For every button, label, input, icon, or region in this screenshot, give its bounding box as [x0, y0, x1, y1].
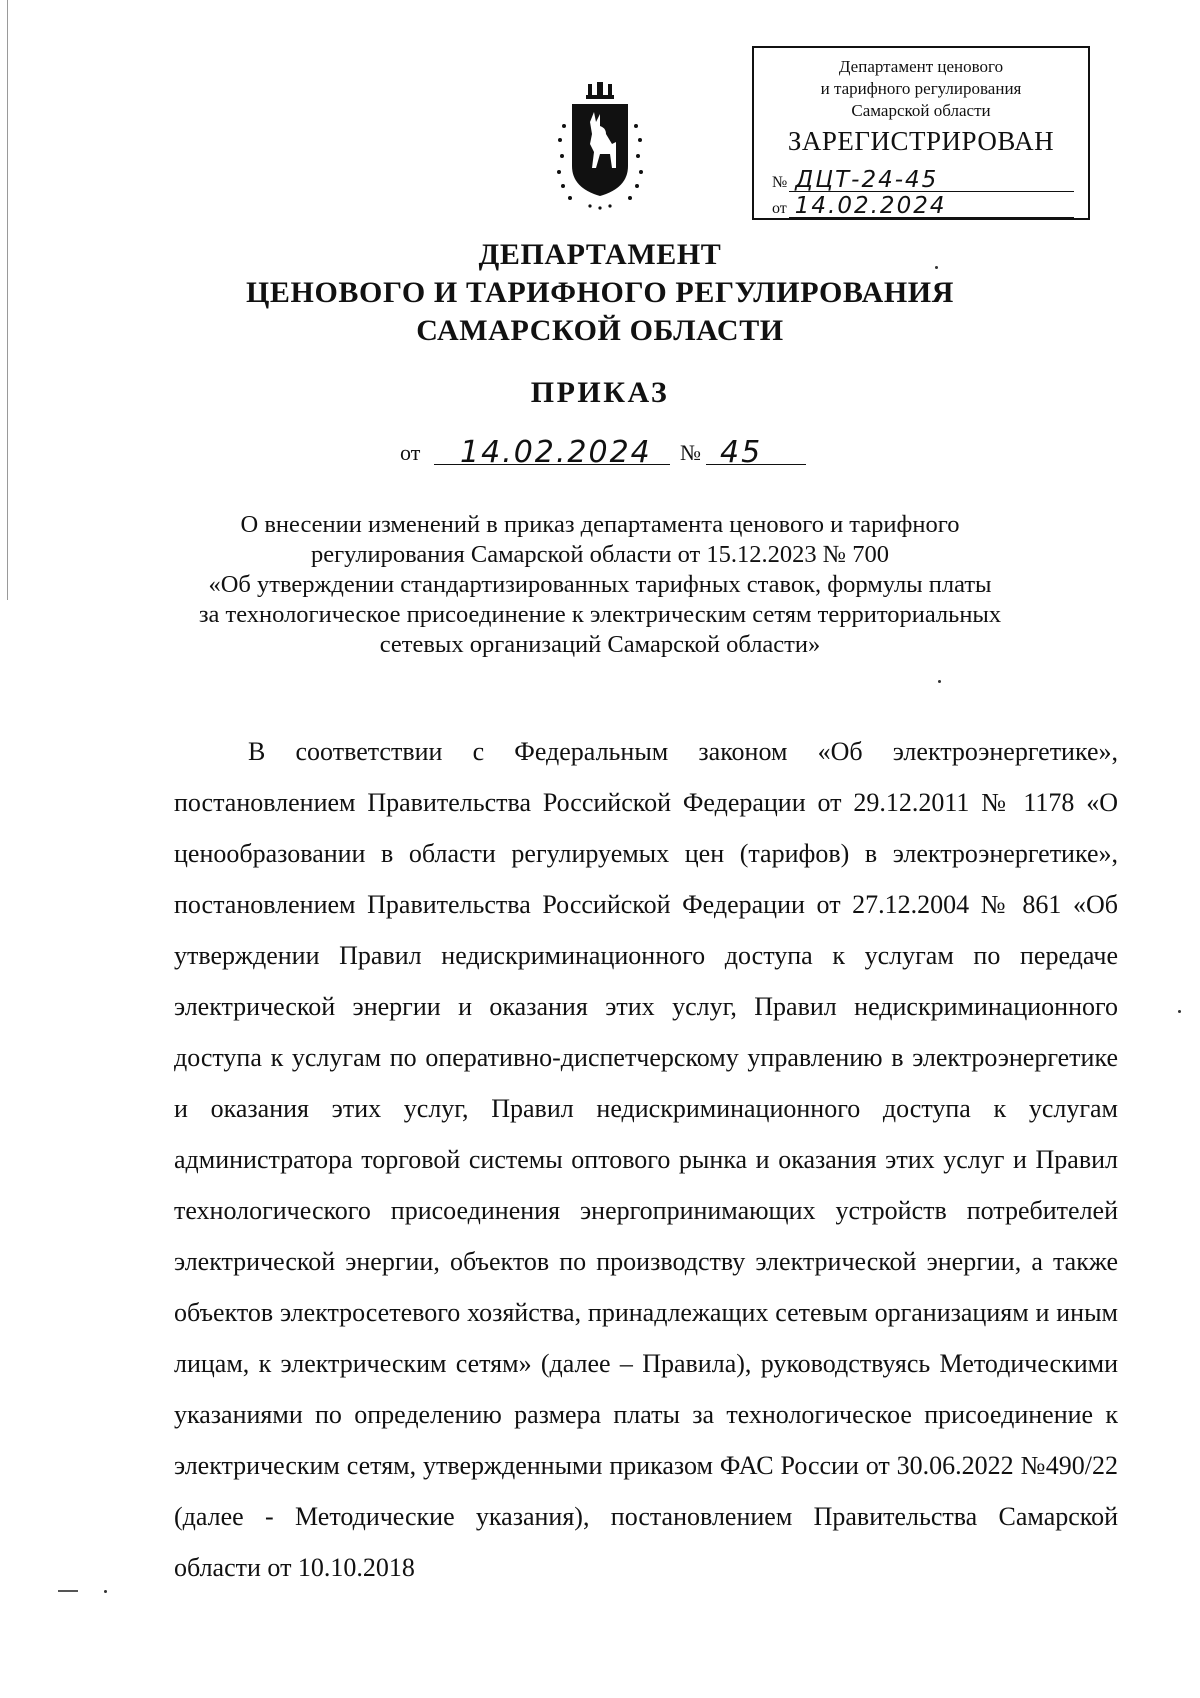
stamp-date-line [789, 193, 1074, 218]
stamp-date-label: от [772, 200, 787, 217]
order-number-value: 45 [720, 435, 763, 470]
order-date-value: 14.02.2024 [460, 435, 652, 470]
scan-speck [1178, 1010, 1181, 1013]
stamp-date-row [772, 192, 1074, 218]
stamp-number-label: № [772, 174, 788, 191]
department-name [0, 236, 1200, 350]
stamp-line-3: Самарской области [851, 101, 991, 120]
subject-line: «Об утверждении стандартизированных тарифных ставок, формулы платы [208, 571, 992, 598]
document-type: ПРИКАЗ [530, 376, 670, 409]
stamp-line-2: и тарифного регулирования [820, 79, 1022, 98]
order-body-paragraph: В соответствии с Федеральным законом «Об электроэнергетике», постановлением Правительства Российской Федерации от 29.12.2011 № 1178 «О ценообразовании в области регулируемых цен (тарифов) в электроэнергетике», постановлением Правительства Российской Федерации от 27.12.2004 № 861 «Об утверждении Правил недискриминационного доступа к услугам по передаче электрической энергии и оказания этих услуг, Правил недискриминационного доступа к услугам по оперативно-диспетчерскому управлению в электроэнергетике и оказания этих услуг, Правил недискриминационного доступа к услугам администратора торговой системы оптового рынка и оказания этих услуг и Правил технологического присоединения энергопринимающих устройств потребителей электрической энергии, объектов по производству электрической энергии, а также объектов электросетевого хозяйства, принадлежащих сетевым организациям и иным лицам, к электрическим сетям» (далее – Правила), руководствуясь Методическими указаниями по определению размера платы за технологическое присоединение к электрическим сетям, утвержденными приказом ФАС России от 30.06.2022 №490/22 (далее - Методические указания), постановлением Правительства Самарской области от 10.10.2018 [174, 737, 1118, 1582]
department-line-1: ДЕПАРТАМЕНТ [478, 238, 722, 271]
scan-speck [935, 266, 938, 269]
order-subject [0, 510, 1200, 660]
scan-speck [104, 1590, 107, 1593]
scan-mark [58, 1590, 78, 1592]
order-date-label: от [400, 440, 421, 465]
stamp-line-1: Департамент ценового [838, 57, 1004, 76]
scan-speck [938, 680, 941, 683]
subject-line: сетевых организаций Самарской области» [379, 631, 821, 658]
stamp-number-value: ДЦТ-24-45 [795, 167, 939, 193]
registration-stamp [752, 46, 1090, 220]
stamp-number-line [789, 167, 1074, 192]
subject-line: за технологическое присоединение к электрическим сетям территориальных [198, 601, 1002, 628]
stamp-date-value: 14.02.2024 [794, 193, 947, 219]
order-number-label: № [680, 440, 701, 465]
department-line-2: ЦЕНОВОГО И ТАРИФНОГО РЕГУЛИРОВАНИЯ [246, 276, 954, 309]
coat-of-arms-icon [550, 82, 650, 212]
stamp-status: ЗАРЕГИСТРИРОВАН [787, 126, 1055, 156]
department-line-3: САМАРСКОЙ ОБЛАСТИ [416, 314, 784, 347]
subject-line: О внесении изменений в приказ департамента ценового и тарифного [240, 511, 960, 538]
subject-line: регулирования Самарской области от 15.12.2023 № 700 [310, 541, 890, 568]
stamp-number-row [772, 166, 1074, 192]
